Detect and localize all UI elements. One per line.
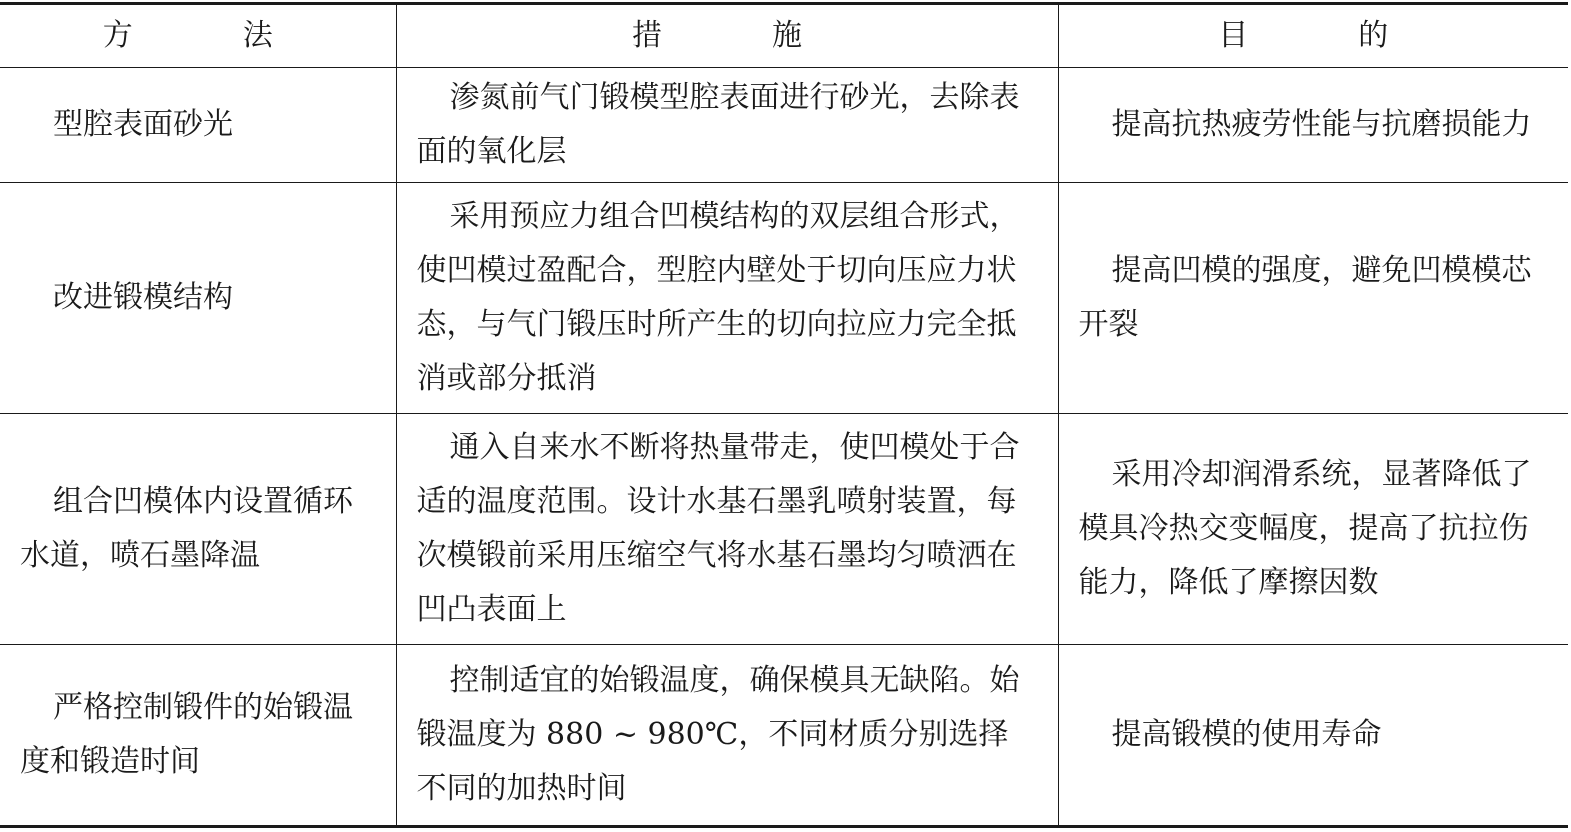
method-cell: 严格控制锻件的始锻温度和锻造时间 xyxy=(0,645,396,827)
table-header-row xyxy=(0,4,1568,68)
table-row xyxy=(0,183,1568,414)
measure-cell: 渗氮前气门锻模型腔表面进行砂光，去除表面的氧化层 xyxy=(396,68,1058,183)
table-row xyxy=(0,414,1568,645)
measure-cell: 控制适宜的始锻温度，确保模具无缺陷。始锻温度为 880 ~ 980℃，不同材质分别选择不同的加热时间 xyxy=(396,645,1058,827)
purpose-cell: 提高锻模的使用寿命 xyxy=(1058,645,1568,827)
method-cell: 型腔表面砂光 xyxy=(0,68,396,183)
purpose-cell: 采用冷却润滑系统，显著降低了模具冷热交变幅度，提高了抗拉伤能力，降低了摩擦因数 xyxy=(1058,414,1568,645)
method-cell: 组合凹模体内设置循环水道，喷石墨降温 xyxy=(0,414,396,645)
purpose-cell: 提高凹模的强度，避免凹模模芯开裂 xyxy=(1058,183,1568,414)
header-method: 方 法 xyxy=(0,4,396,68)
header-purpose: 目 的 xyxy=(1058,4,1568,68)
measure-cell: 通入自来水不断将热量带走，使凹模处于合适的温度范围。设计水基石墨乳喷射装置，每次模锻前采用压缩空气将水基石墨均匀喷洒在凹凸表面上 xyxy=(396,414,1058,645)
measures-table xyxy=(0,2,1568,828)
method-cell: 改进锻模结构 xyxy=(0,183,396,414)
purpose-cell: 提高抗热疲劳性能与抗磨损能力 xyxy=(1058,68,1568,183)
measure-cell: 采用预应力组合凹模结构的双层组合形式，使凹模过盈配合，型腔内壁处于切向压应力状态，与气门锻压时所产生的切向拉应力完全抵消或部分抵消 xyxy=(396,183,1058,414)
table-row xyxy=(0,645,1568,827)
header-measure: 措 施 xyxy=(396,4,1058,68)
table-row xyxy=(0,68,1568,183)
